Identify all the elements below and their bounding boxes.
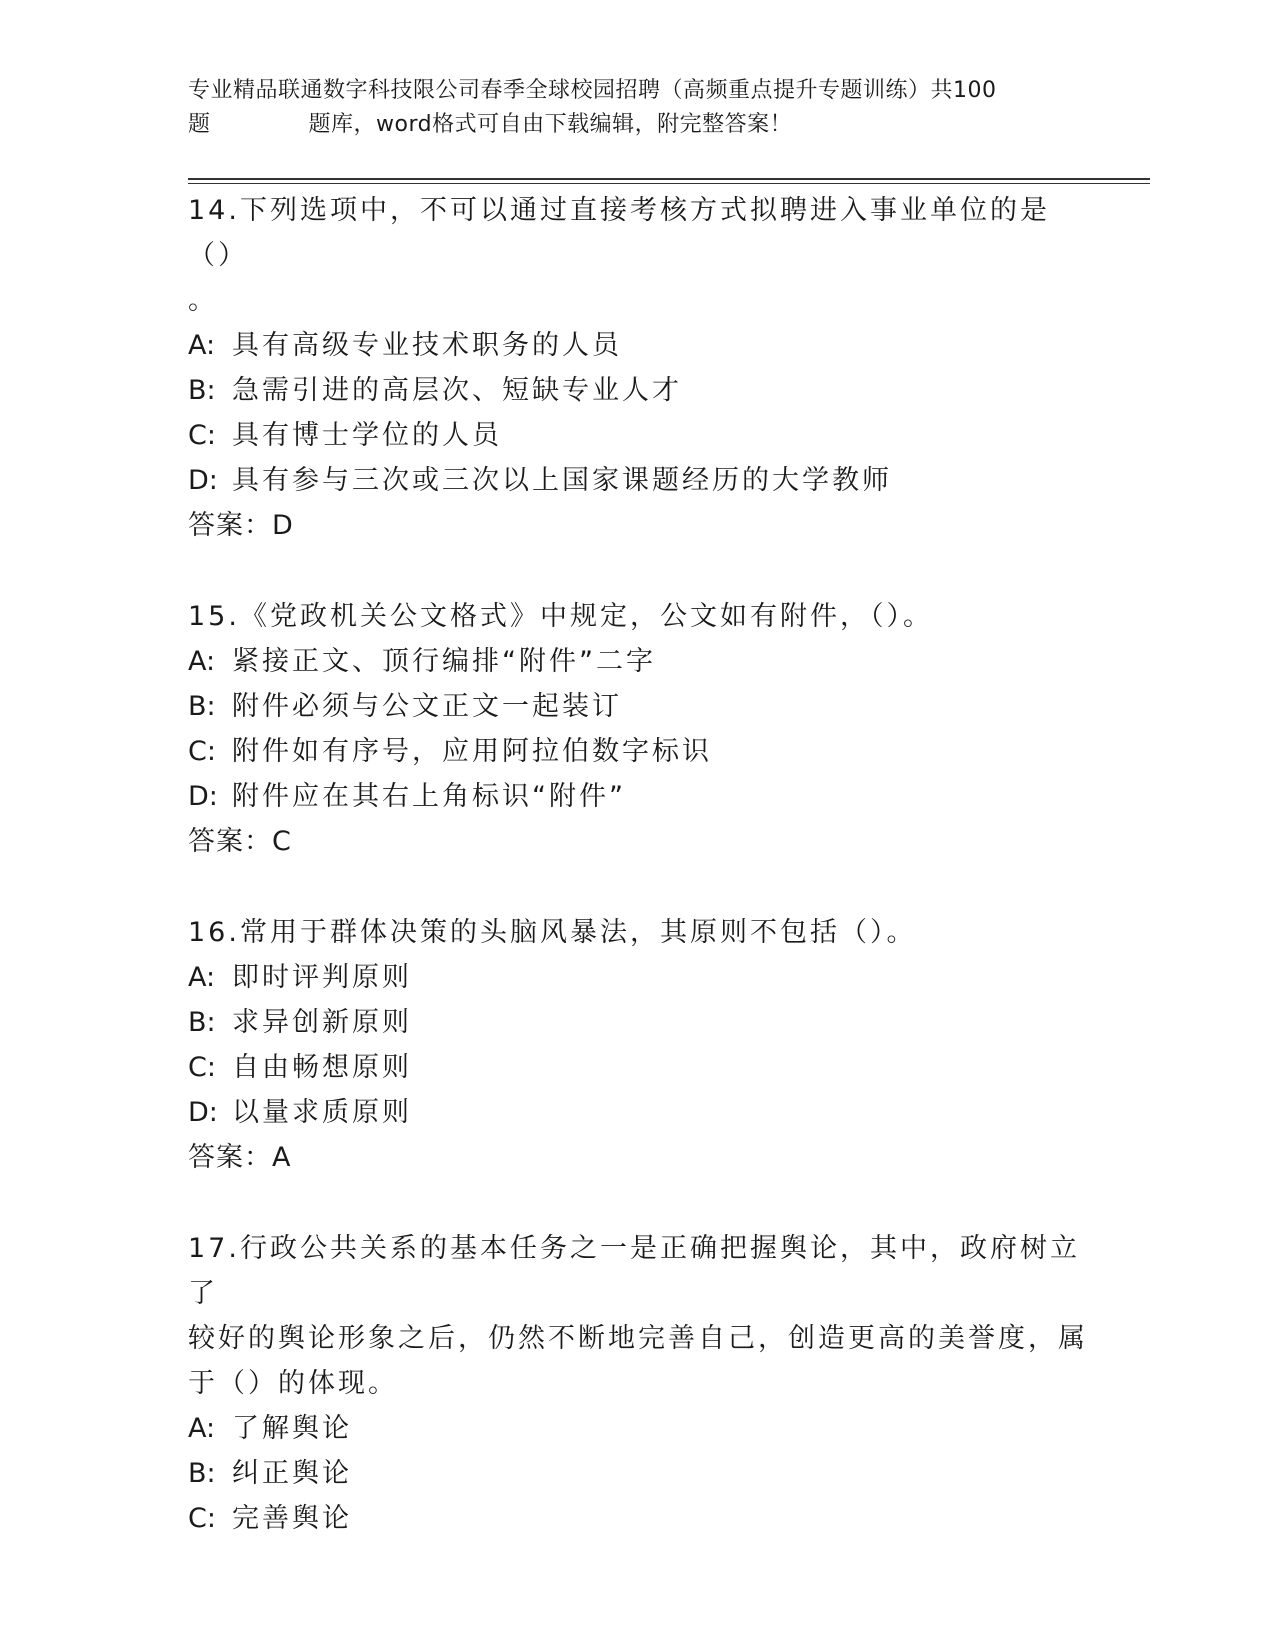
option-text: 自由畅想原则 [232,1052,412,1083]
option-key: C: [188,736,216,767]
question-stem-continued: 较好的舆论形象之后，仍然不断地完善自己，创造更高的美誉度，属 [188,1323,1088,1354]
question-stem: 14.下列选项中，不可以通过直接考核方式拟聘进入事业单位的是（） [188,195,1050,271]
option-key: D: [188,781,218,812]
option-d [188,458,1088,503]
option-b [188,368,1088,413]
option-c [188,1045,1088,1090]
question-list [188,188,1088,1587]
option-key: A: [188,646,216,677]
answer: 答案：C [188,826,292,857]
question-stem-continued: 。 [188,285,218,316]
option-text: 附件必须与公文正文一起装订 [232,691,622,722]
option-text: 具有参与三次或三次以上国家课题经历的大学教师 [232,465,892,496]
option-key: A: [188,962,216,993]
option-b [188,1451,1088,1496]
question-stem: 17.行政公共关系的基本任务之一是正确把握舆论，其中，政府树立了 [188,1233,1080,1309]
option-a [188,639,1088,684]
document-header [188,74,1088,142]
header-line-2-right: 题库，word格式可自由下载编辑，附完整答案！ [308,112,793,137]
option-key: A: [188,1413,216,1444]
option-text: 纠正舆论 [232,1458,352,1489]
header-gap [211,108,309,142]
option-d [188,1090,1088,1135]
option-text: 即时评判原则 [232,962,412,993]
option-text: 具有博士学位的人员 [232,420,502,451]
question-stem: 15.《党政机关公文格式》中规定，公文如有附件，（）。 [188,601,933,632]
question-17 [188,1226,1088,1541]
option-c [188,413,1088,458]
option-text: 完善舆论 [232,1503,352,1534]
option-key: B: [188,375,216,406]
option-b [188,1000,1088,1045]
question-16 [188,910,1088,1180]
option-c [188,729,1088,774]
option-key: B: [188,1458,216,1489]
option-key: A: [188,330,216,361]
option-text: 具有高级专业技术职务的人员 [232,330,622,361]
option-d [188,774,1088,819]
question-14 [188,188,1088,548]
option-text: 附件如有序号，应用阿拉伯数字标识 [232,736,712,767]
option-text: 求异创新原则 [232,1007,412,1038]
option-key: C: [188,1052,216,1083]
header-line-1: 专业精品联通数字科技限公司春季全球校园招聘（高频重点提升专题训练）共100 [188,78,997,103]
option-a [188,1406,1088,1451]
option-text: 附件应在其右上角标识“附件” [232,781,626,812]
option-key: C: [188,420,216,451]
answer: 答案：D [188,510,294,541]
header-divider-thin [188,183,1150,184]
option-text: 紧接正文、顶行编排“附件”二字 [232,646,656,677]
option-b [188,684,1088,729]
option-key: D: [188,465,218,496]
answer: 答案：A [188,1142,292,1173]
option-text: 以量求质原则 [232,1097,412,1128]
option-key: B: [188,1007,216,1038]
option-key: D: [188,1097,218,1128]
option-a [188,955,1088,1000]
option-key: B: [188,691,216,722]
header-line-2 [188,108,1088,142]
option-c [188,1496,1088,1541]
question-15 [188,594,1088,864]
option-a [188,323,1088,368]
header-line-2-left: 题 [188,112,211,137]
question-stem-continued: 于（）的体现。 [188,1368,398,1399]
question-stem: 16.常用于群体决策的头脑风暴法，其原则不包括（）。 [188,917,917,948]
option-text: 了解舆论 [232,1413,352,1444]
header-divider-thick [188,178,1150,180]
option-text: 急需引进的高层次、短缺专业人才 [232,375,682,406]
option-key: C: [188,1503,216,1534]
